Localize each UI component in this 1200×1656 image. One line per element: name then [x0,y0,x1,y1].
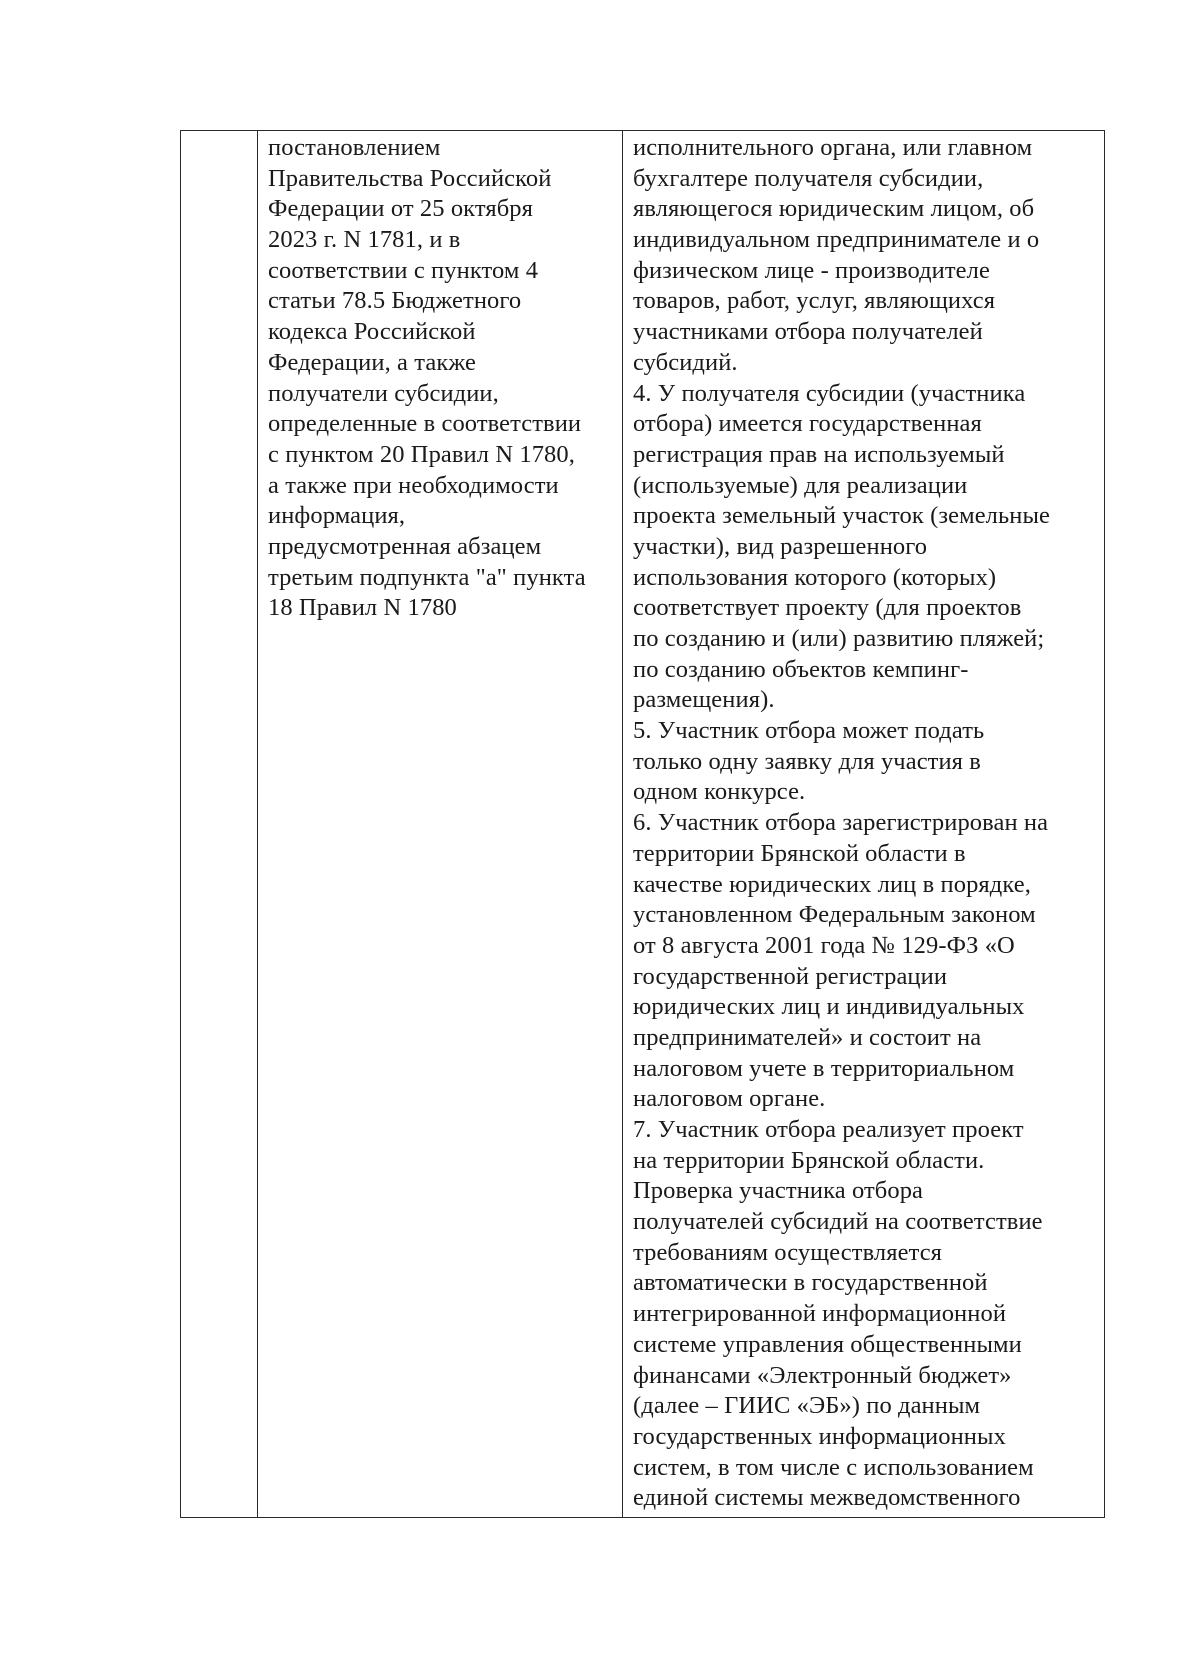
text-line: только одну заявку для участия в [633,747,981,775]
text-line: проекта земельный участок (земельные [633,502,1051,530]
text-line: от 8 августа 2001 года № 129-ФЗ «О [633,931,1015,959]
text-line: получателей субсидий на соответствие [633,1208,1043,1236]
text-line: с пунктом 20 Правил N 1780, [268,440,575,468]
text-line: требованиям осуществляется [633,1238,943,1266]
text-line: 6. Участник отбора зарегистрирован на [633,809,1049,837]
text-line: Федерации, а также [268,348,477,376]
text-line: налоговом органе. [633,1085,826,1113]
text-line: информация, [268,502,406,530]
text-line: соответствии с пунктом 4 [268,256,539,284]
text-line: 18 Правил N 1780 [268,594,457,622]
text-line: финансами «Электронный бюджет» [633,1361,1012,1389]
text-line: получатели субсидии, [268,379,499,407]
text-line: а также при необходимости [268,471,559,499]
text-line: бухгалтере получателя субсидии, [633,164,984,192]
text-line: качестве юридических лиц в порядке, [633,870,1031,898]
text-line: отбора) имеется государственная [633,410,982,438]
text-line: участки), вид разрешенного [633,532,928,560]
text-line: субсидий. [633,348,738,376]
text-line: товаров, работ, услуг, являющихся [633,287,996,315]
text-line: территории Брянской области в [633,839,966,867]
text-line: Проверка участника отбора [633,1177,924,1205]
text-line: третьим подпункта "а" пункта [268,563,586,591]
text-line: по созданию объектов кемпинг- [633,655,969,683]
table [180,130,1105,1518]
text-line: юридических лиц и индивидуальных [633,993,1025,1021]
text-line: постановлением [268,134,441,161]
text-line: (используемые) для реализации [633,471,968,499]
text-line: статьи 78.5 Бюджетного [268,287,522,315]
text-line: единой системы межведомственного [633,1484,1021,1512]
text-line: участниками отбора получателей [633,318,983,346]
text-line: являющегося юридическим лицом, об [633,195,1035,223]
table-cell-column-3 [633,133,1050,1514]
text-line: 7. Участник отбора реализует проект [633,1116,1024,1143]
text-line: предпринимателей» и состоит на [633,1023,982,1051]
text-line: 5. Участник отбора может подать [633,717,985,745]
table-cell-column-2 [268,133,586,624]
text-line: Правительства Российской [268,164,552,192]
text-line: использования которого (которых) [633,563,997,591]
text-line: определенные в соответствии [268,410,582,438]
text-line: налоговом учете в территориальном [633,1054,1015,1082]
text-line: Федерации от 25 октября [268,195,533,223]
text-line: установленном Федеральным законом [633,901,1036,929]
text-line: кодекса Российской [268,318,476,346]
text-line: интегрированной информационной [633,1300,1007,1328]
text-line: индивидуальном предпринимателе и о [633,226,1040,254]
text-line: систем, в том числе с использованием [633,1453,1034,1481]
text-line: автоматически в государственной [633,1269,988,1297]
text-line: по созданию и (или) развитию пляжей; [633,625,1045,652]
text-line: системе управления общественными [633,1330,1022,1358]
text-line: государственных информационных [633,1422,1006,1450]
text-line: (далее – ГИИС «ЭБ») по данным [633,1392,981,1420]
text-line: физическом лице - производителе [633,256,990,284]
text-line: предусмотренная абзацем [268,532,542,560]
column-divider-1 [257,131,258,1517]
text-line: на территории Брянской области. [633,1146,985,1174]
text-line: размещения). [633,686,775,714]
text-line: соответствует проекту (для проектов [633,594,1022,622]
text-line: исполнительного органа, или главном [633,134,1033,161]
text-line: государственной регистрации [633,962,948,990]
text-line: 2023 г. N 1781, и в [268,226,461,254]
text-line: регистрация прав на используемый [633,440,1005,468]
text-line: одном конкурсе. [633,778,806,806]
text-line: 4. У получателя субсидии (участника [633,379,1026,407]
column-divider-2 [622,131,623,1517]
